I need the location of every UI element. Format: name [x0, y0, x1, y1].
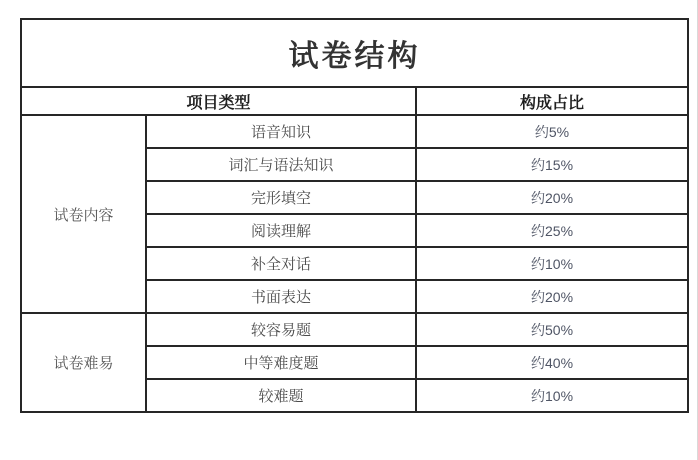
- header-row: [21, 87, 688, 115]
- table-title: 试卷结构: [21, 19, 688, 87]
- item-cell: 较容易题: [146, 313, 416, 346]
- percent-cell: 约25%: [416, 214, 688, 247]
- table-row: [21, 313, 688, 346]
- item-cell: 较难题: [146, 379, 416, 412]
- item-cell: 补全对话: [146, 247, 416, 280]
- percent-cell: 约50%: [416, 313, 688, 346]
- item-cell: 书面表达: [146, 280, 416, 313]
- percent-cell: 约20%: [416, 280, 688, 313]
- percent-cell: 约20%: [416, 181, 688, 214]
- title-row: [21, 19, 688, 87]
- table-row: [21, 115, 688, 148]
- percent-cell: 约10%: [416, 379, 688, 412]
- percent-cell: 约40%: [416, 346, 688, 379]
- item-cell: 完形填空: [146, 181, 416, 214]
- group-label-content: 试卷内容: [21, 115, 146, 313]
- exam-structure-table: [20, 18, 689, 413]
- header-item-type: 项目类型: [21, 87, 416, 115]
- header-proportion: 构成占比: [416, 87, 688, 115]
- percent-cell: 约10%: [416, 247, 688, 280]
- item-cell: 中等难度题: [146, 346, 416, 379]
- item-cell: 词汇与语法知识: [146, 148, 416, 181]
- percent-cell: 约15%: [416, 148, 688, 181]
- item-cell: 语音知识: [146, 115, 416, 148]
- item-cell: 阅读理解: [146, 214, 416, 247]
- percent-cell: 约5%: [416, 115, 688, 148]
- group-label-difficulty: 试卷难易: [21, 313, 146, 412]
